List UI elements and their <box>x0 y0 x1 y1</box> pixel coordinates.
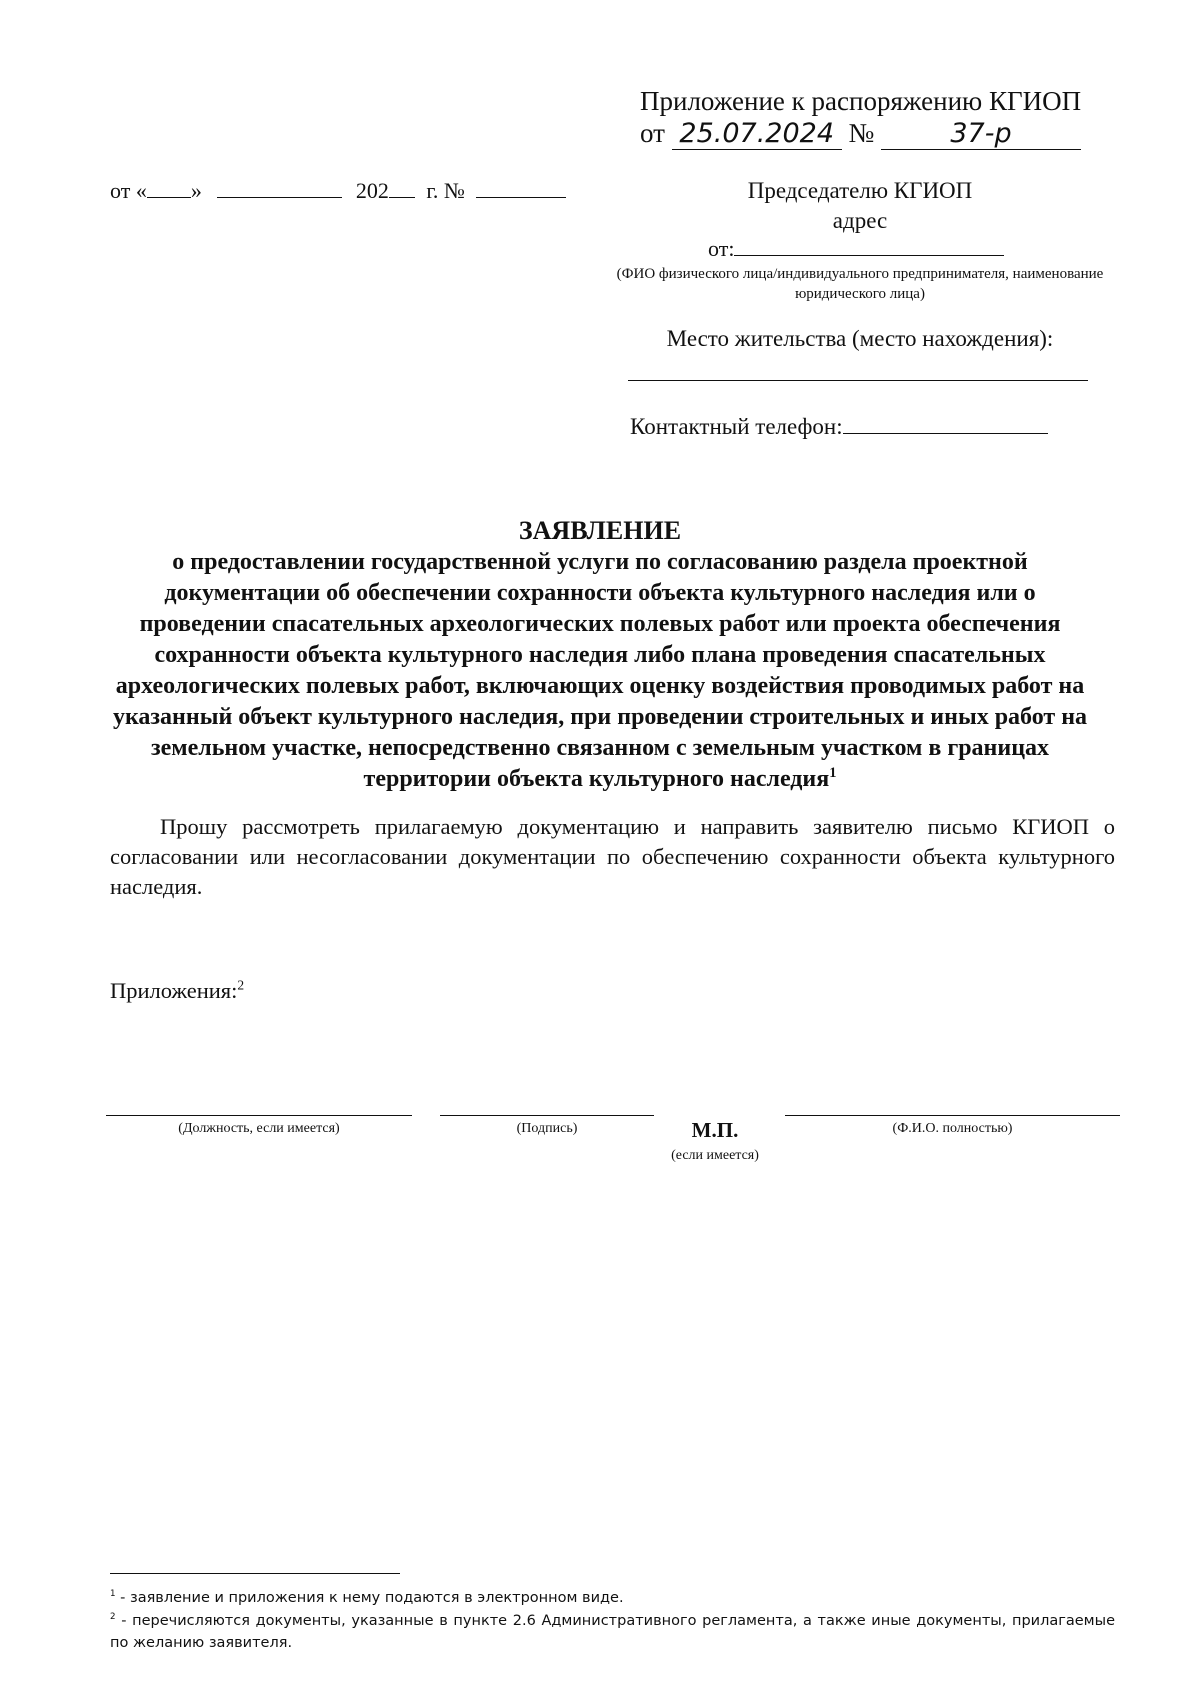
document-heading <box>110 515 1090 795</box>
applicant-name-blank[interactable] <box>734 254 1004 256</box>
addressee-address: адрес <box>832 208 888 233</box>
request-paragraph: Прошу рассмотреть прилагаемую документацию и направить заявителю письмо КГИОП о согласовании или несогласовании документации по обеспечению сохранности объекта культурного наследия. <box>110 814 1115 899</box>
attachments-label: Приложения: <box>110 978 238 1003</box>
appendix-number-sign: № <box>848 118 875 148</box>
addressee-block <box>610 176 1110 236</box>
document-subtitle: о предоставлении государственной услуги по согласованию раздела проектной документации об обеспечении сохранности объекта культурного наследия или о проведении спасательных археологических полевых работ или проекта обеспечения сохранности объекта культурного наследия либо плана проведения спасательных археологических полевых работ, включающих оценку воздействия проводимых работ на указанный объект культурного наследия, при проведении строительных и иных работ на земельном участке, непосредственно связанном с земельным участком в границах территории объекта культурного наследия <box>112 549 1088 792</box>
attachments-line <box>110 978 244 1004</box>
signature-line[interactable] <box>440 1115 654 1116</box>
date-from-label: от « <box>110 178 147 203</box>
appendix-title: Приложение к распоряжению КГИОП <box>640 86 1082 116</box>
phone-blank[interactable] <box>843 432 1048 434</box>
year-suffix-number-label: г. № <box>426 178 465 203</box>
addressee-to: Председателю КГИОП <box>747 178 973 203</box>
position-caption: (Должность, если имеется) <box>178 1121 340 1136</box>
appendix-date-number-line <box>640 118 1081 150</box>
appendix-from-prefix: от <box>640 118 665 148</box>
appendix-number-handwritten: 37-р <box>881 119 1081 150</box>
full-name-line[interactable] <box>785 1115 1120 1116</box>
footnote-2 <box>110 1610 1115 1654</box>
footnote-2-mark: 2 <box>110 1612 116 1623</box>
footnote-separator <box>110 1573 400 1574</box>
date-close-quote: » <box>190 178 202 203</box>
footnote-2-text: - перечисляются документы, указанные в пункте 2.6 Административного регламента, а также иные документы, прилагаемые по желанию заявителя. <box>110 1613 1115 1651</box>
position-signature-line[interactable] <box>106 1115 412 1116</box>
seal-note: (если имеется) <box>671 1148 759 1163</box>
attachments-footnote-mark: 2 <box>237 977 245 993</box>
signature-caption: (Подпись) <box>516 1121 578 1136</box>
year-blank[interactable] <box>389 196 415 198</box>
year-prefix: 202 <box>355 178 389 203</box>
appendix-date-handwritten: 25.07.2024 <box>672 119 842 150</box>
full-name-caption: (Ф.И.О. полностью) <box>892 1121 1013 1136</box>
residence-blank[interactable] <box>628 380 1088 381</box>
phone-line <box>630 414 1048 440</box>
footnote-1-text: - заявление и приложения к нему подаются в электронном виде. <box>115 1590 624 1606</box>
applicant-from-label: от: <box>708 236 735 261</box>
month-blank[interactable] <box>217 196 342 198</box>
document-title: ЗАЯВЛЕНИЕ <box>518 516 682 545</box>
number-blank[interactable] <box>476 196 566 198</box>
applicant-from-line <box>708 236 1004 262</box>
seal-label: М.П. <box>691 1118 739 1142</box>
heading-footnote-mark: 1 <box>829 765 837 781</box>
day-blank[interactable] <box>147 196 191 198</box>
footnote-1 <box>110 1587 1115 1609</box>
residence-label: Место жительства (место нахождения): <box>666 326 1054 351</box>
application-date-line <box>110 178 566 204</box>
applicant-name-hint: (ФИО физического лица/индивидуального предпринимателя, наименование юридического лица) <box>616 266 1104 302</box>
phone-label: Контактный телефон: <box>630 414 843 439</box>
footnote-1-mark: 1 <box>110 1589 116 1600</box>
